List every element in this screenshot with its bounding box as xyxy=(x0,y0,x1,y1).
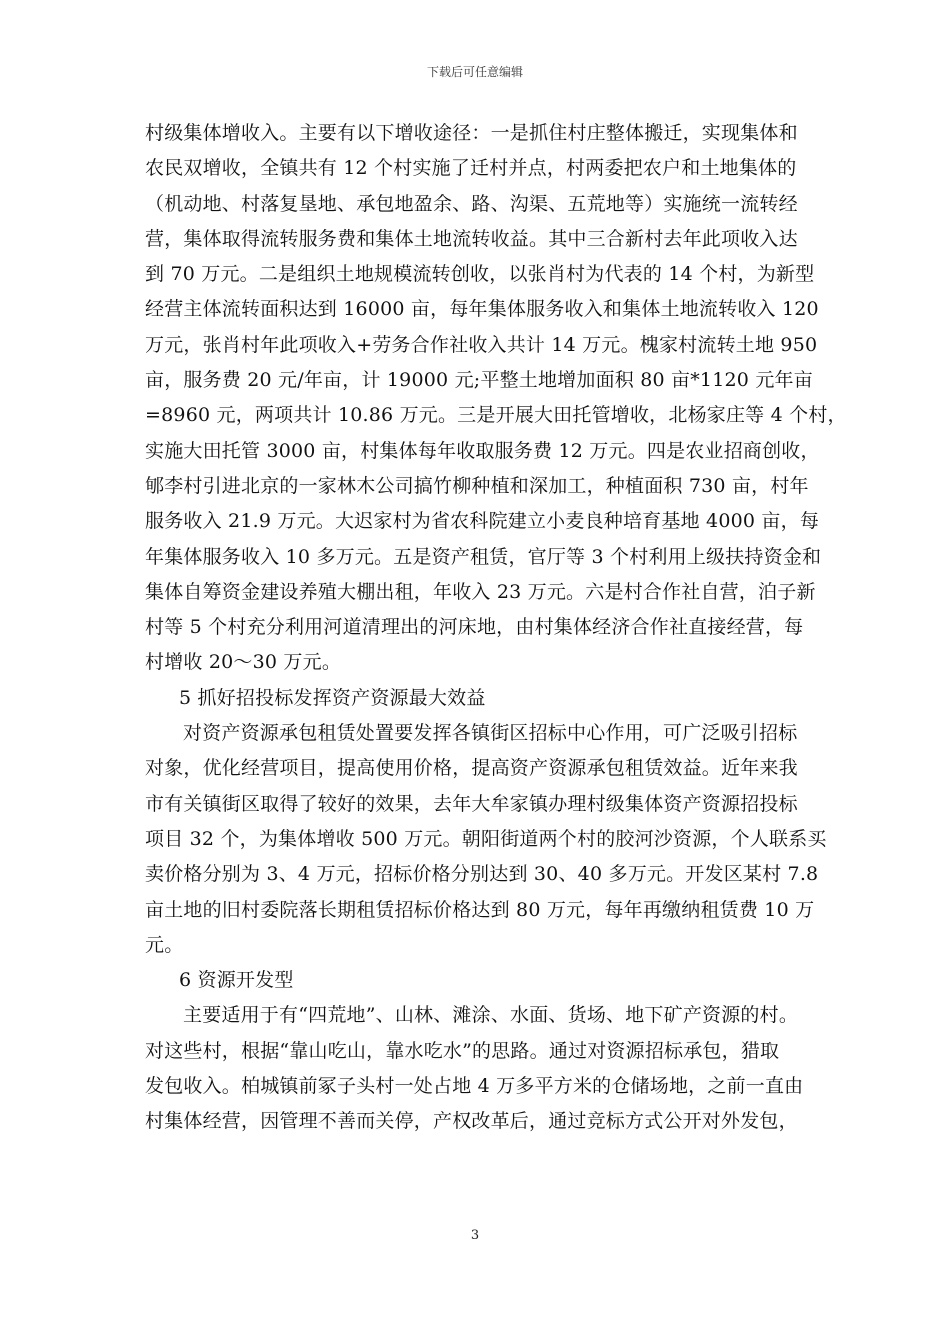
text-line: 亩，服务费 20 元/年亩，计 19000 元;平整土地增加面积 80 亩*1120 元年亩 xyxy=(145,369,813,392)
page-number: 3 xyxy=(470,1228,480,1243)
text-line: 集体自筹资金建设养殖大棚出租，年收入 23 万元。六是村合作社自营，泊子新 xyxy=(145,580,816,603)
text-line: （机动地、村落复垦地、承包地盈余、路、沟渠、五荒地等）实施统一流转经 xyxy=(145,192,798,215)
text-line: 村增收 20～30 万元。 xyxy=(145,651,342,674)
text-line: 经营主体流转面积达到 16000 亩，每年集体服务收入和集体土地流转收入 120 xyxy=(145,298,819,321)
text-line: 营，集体取得流转服务费和集体土地流转收益。其中三合新村去年此项收入达 xyxy=(145,227,798,250)
text-line: 到 70 万元。二是组织土地规模流转创收，以张肖村为代表的 14 个村，为新型 xyxy=(145,263,815,286)
page-header: 下载后可任意编辑 xyxy=(426,65,523,79)
text-line: 村集体经营，因管理不善而关停，产权改革后，通过竞标方式公开对外发包， xyxy=(145,1110,798,1133)
text-line: 年集体服务收入 10 多万元。五是资产租赁，官厅等 3 个村利用上级扶持资金和 xyxy=(145,545,822,568)
text-line: 市有关镇街区取得了较好的效果，去年大牟家镇办理村级集体资产资源招投标 xyxy=(145,792,798,815)
text-line: =8960 元，两项共计 10.86 万元。三是开展大田托管增收，北杨家庄等 4 个村， xyxy=(145,404,847,427)
document-body xyxy=(145,116,847,1140)
text-line: 亩土地的旧村委院落长期租赁招标价格达到 80 万元，每年再缴纳租赁费 10 万 xyxy=(145,898,815,921)
text-line: 服务收入 21.9 万元。大迟家村为省农科院建立小麦良种培育基地 4000 亩，每 xyxy=(145,510,820,533)
text-line: 项目 32 个，为集体增收 500 万元。朝阳街道两个村的胶河沙资源，个人联系买 xyxy=(145,827,827,850)
section-heading: 5 抓好招投标发挥资产资源最大效益 xyxy=(179,686,486,709)
text-line: 万元，张肖村年此项收入+劳务合作社收入共计 14 万元。槐家村流转土地 950 xyxy=(145,333,818,356)
text-line: 发包收入。柏城镇前冢子头村一处占地 4 万多平方米的仓储场地，之前一直由 xyxy=(145,1075,804,1098)
text-line: 卖价格分别为 3、4 万元，招标价格分别达到 30、40 多万元。开发区某村 7.8 xyxy=(145,863,819,886)
text-line: 对这些村，根据“靠山吃山，靠水吃水”的思路。通过对资源招标承包，猎取 xyxy=(145,1039,780,1062)
text-line: 农民双增收，全镇共有 12 个村实施了迁村并点，村两委把农户和土地集体的 xyxy=(145,157,797,180)
text-line: 元。 xyxy=(145,933,184,956)
text-line: 实施大田托管 3000 亩，村集体每年收取服务费 12 万元。四是农业招商创收， xyxy=(145,439,820,462)
text-line: 主要适用于有“四荒地”、山林、滩涂、水面、货场、地下矿产资源的村。 xyxy=(183,1004,799,1027)
text-line: 村等 5 个村充分利用河道清理出的河床地，由村集体经济合作社直接经营，每 xyxy=(145,616,804,639)
text-line: 村级集体增收入。主要有以下增收途径：一是抓住村庄整体搬迁，实现集体和 xyxy=(145,122,798,144)
text-line: 对资产资源承包租赁处置要发挥各镇街区招标中心作用，可广泛吸引招标 xyxy=(183,722,798,745)
section-heading: 6 资源开发型 xyxy=(179,969,294,992)
text-line: 郇李村引进北京的一家林木公司搞竹柳种植和深加工，种植面积 730 亩，村年 xyxy=(145,474,809,497)
text-line: 对象，优化经营项目，提高使用价格，提高资产资源承包租赁效益。近年来我 xyxy=(145,757,798,780)
